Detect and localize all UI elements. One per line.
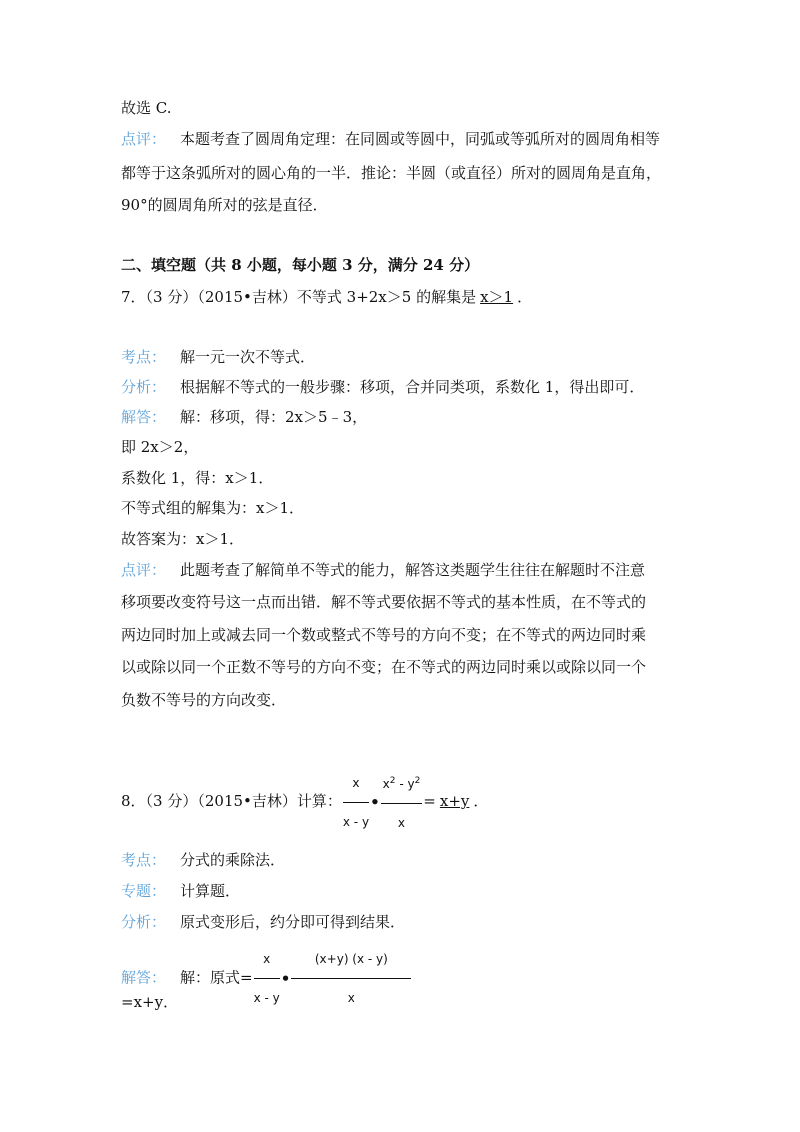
q7-comment-4: 以或除以同一个正数不等号的方向不变；在不等式的两边同时乘以或除以同一个 — [121, 658, 647, 676]
q7-step-3: 不等式组的解集为：x＞1． — [121, 499, 305, 517]
q8-analysis: 分析： 原式变形后，约分即可得到结果． — [121, 913, 406, 931]
section-heading: 二、填空题（共 8 小题，每小题 3 分，满分 24 分） — [121, 256, 480, 274]
q7-comment-5: 负数不等号的方向改变． — [121, 691, 287, 709]
q7-comment-3: 两边同时加上或减去同一个数或整式不等号的方向不变；在不等式的两边同时乘 — [121, 626, 647, 644]
q8-result: =x+y． — [121, 993, 179, 1011]
q8-solution-fraction-2: $\frac{(x+y) (x - y)}{x}$ — [291, 941, 411, 1016]
comment-line-2: 都等于这条弧所对的圆心角的一半．推论：半圆（或直径）所对的圆周角是直角， — [121, 164, 662, 182]
q8-answer-blank: x+y — [439, 792, 470, 810]
q8-topic: 专题： 计算题． — [121, 882, 241, 900]
q7-step-4: 故答案为：x＞1． — [121, 530, 245, 548]
comment-tag: 点评： — [121, 130, 167, 148]
comment-line-3: 90°的圆周角所对的弦是直径． — [121, 196, 328, 214]
q7-point: 考点： 解一元一次不等式． — [121, 348, 316, 366]
q7-comment-1: 点评： 此题考查了解简单不等式的能力，解答这类题学生往往在解题时不注意 — [121, 561, 646, 579]
q7-comment-2: 移项要改变符号这一点而出错．解不等式要依据不等式的基本性质，在不等式的 — [121, 593, 647, 611]
q8-fraction-2: $\frac{x^2 - y^2}{x}$ — [381, 763, 423, 841]
q8-solution: 解答： 解：原式= $\frac{x}{x - y}$ • $\frac{(x+y) (x - y)}{x}$ — [121, 941, 412, 1016]
q7-solution: 解答： 解：移项，得：2x＞5﹣3， — [121, 408, 368, 426]
q8-point: 考点： 分式的乘除法． — [121, 851, 286, 869]
q7-step-1: 即 2x＞2， — [121, 438, 199, 456]
question-7: 7．（3 分）（2015•吉林）不等式 3+2x＞5 的解集是 x＞1 ． — [121, 288, 533, 306]
q7-analysis: 分析： 根据解不等式的一般步骤：移项，合并同类项，系数化 1，得出即可． — [121, 378, 645, 396]
question-8: 8．（3 分）（2015•吉林）计算： $\frac{x}{x - y}$ • $\frac{x^2 - y^2}{x}$ = x+y ． — [121, 763, 488, 841]
q8-solution-fraction-1: $\frac{x}{x - y}$ — [254, 941, 280, 1016]
line-answer-choice: 故选 C. — [121, 99, 172, 117]
q7-answer-blank: x＞1 — [480, 288, 514, 306]
comment-line-1: 点评： 本题考查了圆周角定理：在同圆或等圆中，同弧或等弧所对的圆周角相等 — [121, 130, 661, 148]
q7-step-2: 系数化 1，得：x＞1． — [121, 469, 274, 487]
q8-fraction-1: $\frac{x}{x - y}$ — [343, 765, 369, 840]
